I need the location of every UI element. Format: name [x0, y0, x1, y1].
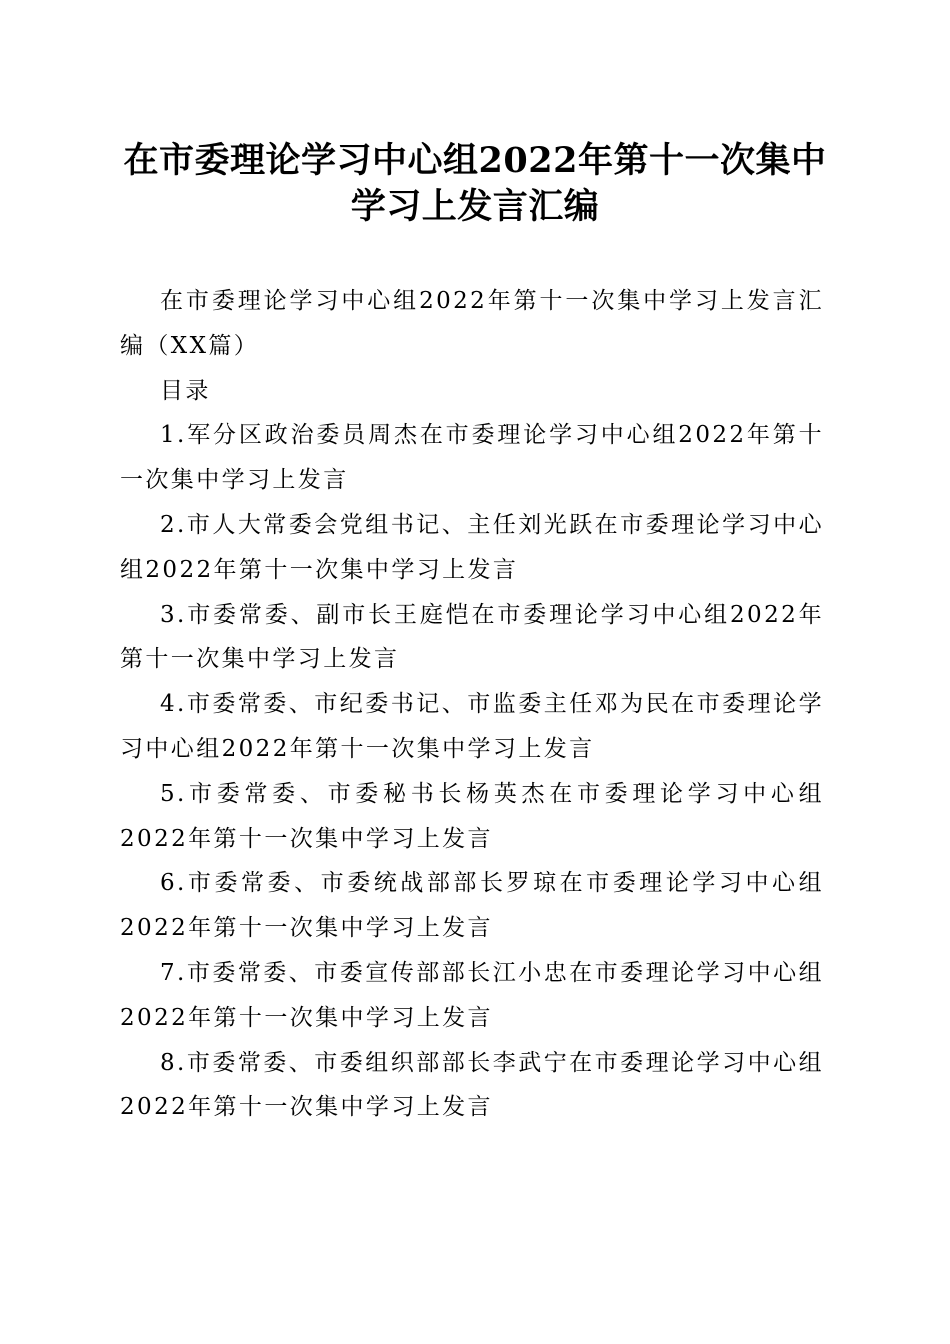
toc-item-8: 8.市委常委、市委组织部部长李武宁在市委理论学习中心组2022年第十一次集中学习上发言 [120, 1049, 824, 1121]
toc-item-2: 2.市人大常委会党组书记、主任刘光跃在市委理论学习中心组2022年第十一次集中学习上发言 [120, 511, 824, 583]
toc-heading: 目录 [160, 377, 211, 404]
toc-item-4: 4.市委常委、市纪委书记、市监委主任邓为民在市委理论学习中心组2022年第十一次集中学习上发言 [120, 691, 824, 762]
table-of-contents [120, 413, 824, 1130]
intro-paragraph: 在市委理论学习中心组2022年第十一次集中学习上发言汇编（XX篇） [120, 288, 824, 359]
toc-item-1: 1.军分区政治委员周杰在市委理论学习中心组2022年第十一次集中学习上发言 [120, 422, 824, 494]
document-title-line-2: 学习上发言汇编 [350, 186, 600, 227]
document-title [100, 138, 850, 230]
toc-item-5: 5.市委常委、市委秘书长杨英杰在市委理论学习中心组2022年第十一次集中学习上发言 [120, 780, 824, 852]
document-body [120, 279, 824, 1130]
toc-item-3: 3.市委常委、副市长王庭恺在市委理论学习中心组2022年第十一次集中学习上发言 [120, 601, 824, 673]
document-title-line-1: 在市委理论学习中心组2022年第十一次集中 [123, 140, 827, 181]
toc-item-6: 6.市委常委、市委统战部部长罗琼在市委理论学习中心组2022年第十一次集中学习上发言 [120, 870, 824, 942]
toc-item-7: 7.市委常委、市委宣传部部长江小忠在市委理论学习中心组2022年第十一次集中学习上发言 [120, 959, 824, 1031]
